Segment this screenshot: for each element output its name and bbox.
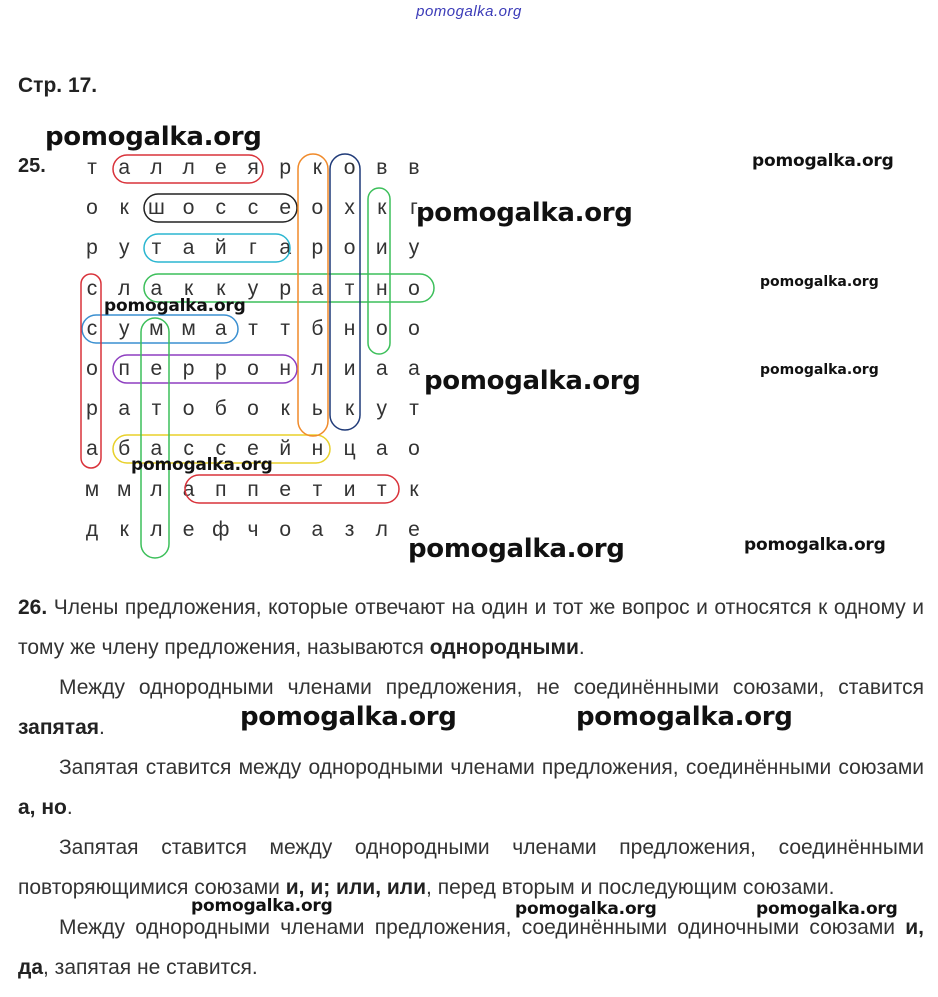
grid-letter: к	[119, 517, 129, 541]
grid-letter: р	[86, 397, 98, 421]
grid-letter: а	[375, 357, 388, 380]
grid-letter: е	[279, 196, 292, 220]
oval-alleya	[113, 155, 263, 183]
grid-letter: с	[247, 196, 259, 220]
grid-letter: о	[86, 196, 98, 220]
watermark: pomogalka.org	[45, 122, 262, 152]
grid-letter: к	[312, 156, 322, 179]
grid-letter: н	[375, 276, 388, 300]
grid-letter: р	[279, 156, 292, 179]
grid-letter: т	[344, 276, 355, 300]
oval-vertical-navy	[330, 154, 360, 430]
grid-letter: л	[150, 517, 163, 541]
grid-letter: а	[118, 397, 131, 421]
grid-letter: о	[182, 397, 195, 421]
task-26-text	[18, 588, 924, 988]
grid-letter: а	[150, 437, 163, 461]
grid-letter: а	[118, 156, 131, 179]
grid-letter: о	[86, 357, 98, 380]
grid-letter: к	[409, 477, 419, 501]
grid-letter: л	[311, 357, 324, 380]
grid-letter: ш	[147, 196, 165, 220]
grid-letter: л	[150, 156, 163, 179]
grid-letter: р	[279, 276, 292, 300]
grid-letter: л	[118, 276, 131, 300]
grid-letter: т	[376, 477, 387, 501]
grid-letter: р	[214, 357, 227, 380]
grid-letter: е	[214, 156, 227, 179]
grid-letter: е	[247, 437, 259, 461]
grid-letter: о	[247, 357, 259, 380]
grid-letter: о	[279, 517, 292, 541]
oval-vertical-green-left	[141, 318, 169, 558]
grid-letter: в	[376, 156, 388, 179]
oval-taiga	[144, 234, 290, 262]
grid-letter: к	[216, 276, 226, 300]
grid-letter: б	[214, 397, 227, 421]
task-25-number: 25.	[18, 155, 46, 177]
grid-letter: к	[184, 276, 194, 300]
watermark: pomogalka.org	[756, 899, 898, 919]
grid-letter: г	[249, 236, 257, 260]
grid-letter: н	[343, 316, 356, 340]
grid-letter: г	[410, 196, 418, 220]
grid-letter: у	[118, 236, 130, 260]
grid-letter: т	[312, 477, 323, 501]
grid-letter: и	[343, 357, 356, 380]
grid-letter: т	[151, 397, 162, 421]
grid-letter: т	[151, 236, 162, 260]
grid-letter: в	[408, 156, 420, 179]
grid-letter: л	[182, 156, 195, 179]
grid-letter: а	[408, 357, 420, 380]
grid-letter: а	[311, 517, 324, 541]
grid-letter: а	[86, 437, 98, 461]
grid-letter: о	[375, 316, 388, 340]
watermark: pomogalka.org	[416, 198, 633, 228]
grid-letter: с	[215, 196, 227, 220]
grid-letter: с	[86, 316, 98, 340]
grid-letter: о	[343, 156, 356, 179]
grid-letter: о	[247, 397, 259, 421]
grid-letter: у	[376, 397, 388, 421]
grid-letter: а	[182, 236, 195, 260]
watermark: pomogalka.org	[424, 366, 641, 396]
grid-letter: у	[247, 276, 259, 300]
grid-letter: д	[85, 517, 99, 541]
paragraph-1: 26. Члены предложения, которые отвечают на один и тот же вопрос и относятся к одному и тому же члену предложения, называются однородными.	[18, 596, 924, 659]
grid-letter: о	[408, 276, 420, 300]
watermark: pomogalka.org	[408, 534, 625, 564]
paragraph-3: Запятая ставится между однородными членами предложения, соединёнными союзами а, но.	[18, 756, 924, 819]
grid-letter: т	[248, 316, 258, 340]
grid-letter: й	[279, 437, 292, 461]
oval-vertical-orange	[298, 154, 328, 436]
grid-letter: й	[214, 236, 227, 260]
grid-letter: е	[279, 477, 292, 501]
grid-letter: о	[311, 196, 324, 220]
grid-letter: п	[215, 477, 227, 501]
grid-letter: к	[119, 196, 129, 220]
grid-letter: е	[150, 357, 163, 380]
grid-letter: с	[183, 437, 194, 461]
grid-letter: м	[84, 477, 100, 501]
grid-letter: т	[87, 156, 97, 179]
grid-letter: ч	[247, 517, 259, 541]
grid-letter: о	[408, 316, 420, 340]
grid-letter: и	[375, 236, 388, 260]
grid-letter: у	[118, 316, 130, 340]
grid-letter: ц	[343, 437, 356, 461]
grid-letter: н	[279, 357, 291, 380]
grid-letter: з	[344, 517, 355, 541]
oval-vertical-sosna	[81, 274, 101, 468]
grid-letter: а	[279, 236, 292, 260]
grid-letter: е	[408, 517, 420, 541]
grid-letter: о	[343, 236, 356, 260]
grid-letter: п	[118, 357, 130, 380]
watermark: pomogalka.org	[760, 362, 879, 378]
grid-letter: к	[377, 196, 387, 220]
grid-letter: к	[345, 397, 355, 421]
grid-letter: б	[118, 437, 131, 461]
grid-letter: л	[150, 477, 163, 501]
site-link[interactable]: pomogalka.org	[416, 3, 522, 20]
paragraph-4: Запятая ставится между однородными членами предложения, соединёнными повторяющимися союзами и, и; или, или, перед вторым и последующим союзами.	[18, 836, 924, 899]
grid-letter: а	[311, 276, 324, 300]
task-26-number: 26.	[18, 596, 48, 619]
watermark: pomogalka.org	[191, 896, 333, 916]
watermark: pomogalka.org	[515, 899, 657, 919]
oval-shosse	[144, 194, 297, 222]
grid-letter: б	[311, 316, 324, 340]
grid-letter: р	[86, 236, 98, 260]
watermark: pomogalka.org	[131, 455, 273, 475]
paragraph-2: Между однородными членами предложения, не соединёнными союзами, ставится запятая.	[18, 676, 924, 739]
oval-vertical-green-right	[368, 188, 390, 354]
grid-letter: е	[182, 517, 195, 541]
grid-letter: р	[311, 236, 324, 260]
grid-letter: ф	[212, 517, 230, 541]
oval-appetit	[185, 475, 399, 503]
grid-letter: а	[214, 316, 227, 340]
grid-letter: п	[247, 477, 259, 501]
paragraph-5: Между однородными членами предложения, соединёнными одиночными союзами и, да, запятая не ставится.	[18, 916, 924, 979]
grid-letter: о	[182, 196, 195, 220]
grid-letter: м	[181, 316, 196, 340]
grid-letter: с	[86, 276, 98, 300]
grid-letter: а	[375, 437, 388, 461]
grid-letter: х	[344, 196, 355, 220]
grid-letter: о	[408, 437, 420, 461]
grid-letter: к	[280, 397, 290, 421]
watermark: pomogalka.org	[576, 702, 793, 732]
grid-letter: р	[182, 357, 195, 380]
watermark: pomogalka.org	[760, 274, 879, 290]
grid-letter: я	[247, 156, 259, 179]
grid-letter: а	[150, 276, 163, 300]
grid-letter: м	[149, 316, 164, 340]
grid-letter: у	[408, 236, 420, 260]
page-heading: Стр. 17.	[18, 74, 98, 97]
grid-letter: т	[409, 397, 419, 421]
watermark: pomogalka.org	[744, 535, 886, 555]
grid-letter: а	[182, 477, 195, 501]
grid-letter: ь	[311, 397, 323, 421]
grid-letter: л	[375, 517, 388, 541]
grid-letter: н	[311, 437, 324, 461]
grid-letter: м	[116, 477, 132, 501]
watermark: pomogalka.org	[240, 702, 457, 732]
watermark: pomogalka.org	[752, 151, 894, 171]
watermark: pomogalka.org	[104, 296, 246, 316]
grid-letter: и	[343, 477, 356, 501]
grid-letter: с	[215, 437, 227, 461]
grid-letter: т	[280, 316, 290, 340]
